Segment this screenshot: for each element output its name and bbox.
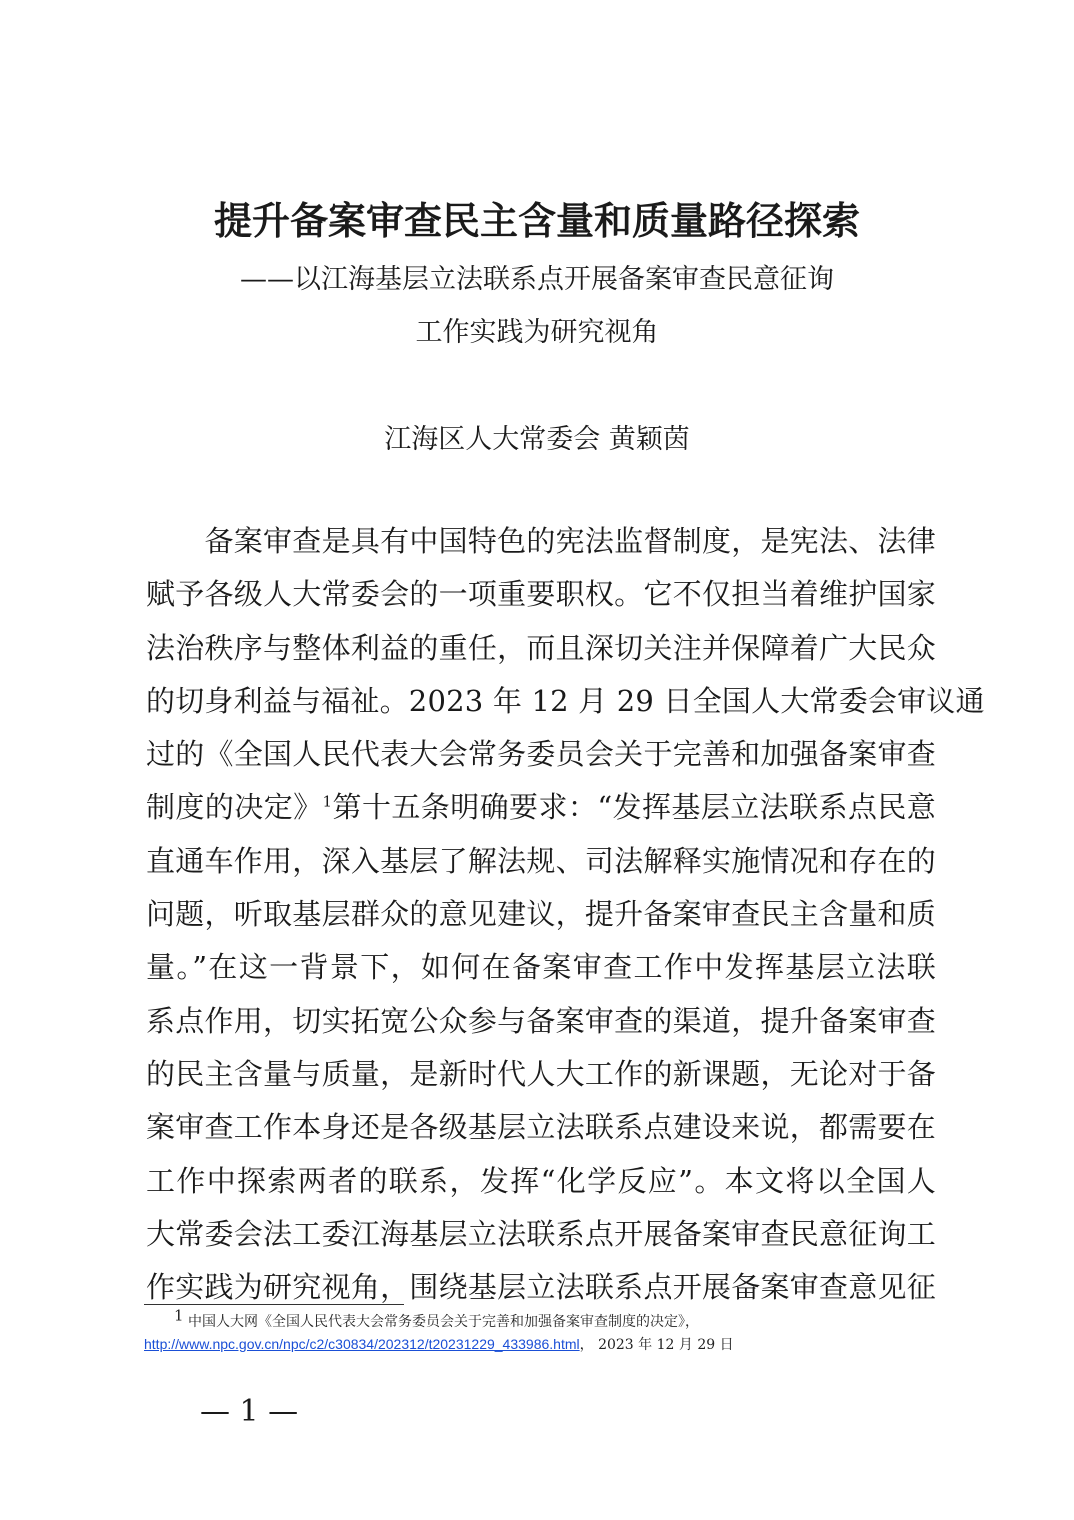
body-line: 过的《全国人民代表大会常务委员会关于完善和加强备案审查 [146, 737, 936, 772]
body-line-with-footnote-ref [146, 781, 936, 834]
footnote-marker: 1 [174, 1306, 184, 1325]
body-line: 备案审查是具有中国特色的宪法监督制度，是宪法、法律 [146, 524, 936, 558]
document-title: 提升备案审查民主含量和质量路径探索 [213, 199, 860, 243]
body-line: 的切身利益与福祉。2023 年 12 月 29 日全国人大常委会审议通 [146, 683, 985, 718]
body-line: 赋予各级人大常委会的一项重要职权。它不仅担当着维护国家 [146, 577, 936, 612]
body-line: 作实践为研究视角，围绕基层立法联系点开展备案审查意见征 [146, 1270, 936, 1305]
footnote-text: 中国人大网《全国人民代表大会常务委员会关于完善和加强备案审查制度的决定》， [188, 1314, 699, 1330]
body-line: 案审查工作本身还是各级基层立法联系点建设来说，都需要在 [146, 1110, 936, 1145]
body-text [146, 515, 985, 1314]
footnote-divider [144, 1304, 404, 1305]
page-number: — 1 — [200, 1394, 299, 1429]
footnote-reference[interactable]: 1 [322, 792, 333, 811]
body-line: 的民主含量与质量，是新时代人大工作的新课题，无论对于备 [146, 1056, 936, 1091]
body-text-segment: 制度的决定》 [146, 790, 323, 825]
footnote-line-1 [144, 1306, 944, 1333]
body-line: 量。”在这一背景下，如何在备案审查工作中发挥基层立法联 [146, 950, 936, 985]
footnote-line-2 [144, 1333, 944, 1356]
body-line: 直通车作用，深入基层了解法规、司法解释实施情况和存在的 [146, 843, 936, 878]
footnote-date: ， 2023 年 12 月 29 日 [579, 1337, 734, 1353]
body-line: 大常委会法工委江海基层立法联系点开展备案审查民意征询工 [146, 1216, 936, 1251]
footnote [144, 1306, 944, 1356]
author-line: 江海区人大常委会 黄颖茵 [384, 424, 690, 455]
body-text-segment: 第十五条明确要求：“发挥基层立法联系点民意 [332, 790, 937, 825]
document-subtitle-line-2: 工作实践为研究视角 [415, 317, 659, 348]
body-line: 法治秩序与整体利益的重任，而且深切关注并保障着广大民众 [146, 630, 936, 665]
document-subtitle-line-1: ——以江海基层立法联系点开展备案审查民意征询 [240, 264, 834, 295]
body-line: 工作中探索两者的联系，发挥“化学反应”。本文将以全国人 [146, 1163, 936, 1198]
footnote-link[interactable]: http://www.npc.gov.cn/npc/c2/c30834/202312/t20231229_433986.html [144, 1336, 580, 1352]
body-line: 系点作用，切实拓宽公众参与备案审查的渠道，提升备案审查 [146, 1003, 936, 1038]
body-line: 问题，听取基层群众的意见建议，提升备案审查民主含量和质 [146, 897, 936, 932]
